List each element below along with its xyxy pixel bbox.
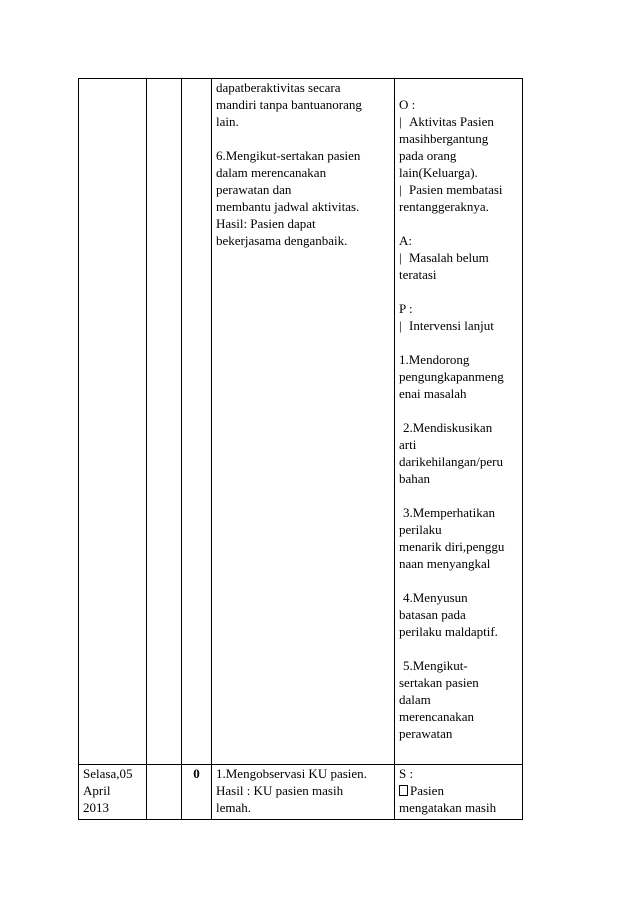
assessment-label: A:	[399, 233, 412, 248]
number-cell: 0	[182, 765, 212, 820]
text-line: perawatan	[399, 726, 453, 741]
bullet-icon: |	[399, 182, 402, 197]
bullet-line: | Pasien membatasi	[399, 182, 503, 197]
text-line: 2.Mendiskusikan	[403, 420, 493, 435]
text-line: 5.Mengikut-	[403, 658, 468, 673]
text-line: bekerjasama denganbaik.	[216, 233, 348, 248]
text-line: membantu jadwal aktivitas.	[216, 199, 360, 214]
bullet-line: | Masalah belum	[399, 250, 489, 265]
evaluation-cell	[395, 79, 523, 765]
text-line: mandiri tanpa bantuanorang	[216, 97, 362, 112]
implementation-cell	[212, 79, 395, 765]
implementation-cell	[212, 765, 395, 820]
evaluation-cell	[395, 765, 523, 820]
text-line: arti	[399, 437, 417, 452]
text-line: darikehilangan/peru	[399, 454, 503, 469]
table-row	[79, 79, 523, 765]
table-row	[79, 765, 523, 820]
bullet-line: | Aktivitas Pasien	[399, 114, 494, 129]
nursing-record-table	[78, 78, 523, 820]
text-line: bahan	[399, 471, 431, 486]
bullet-line: | Intervensi lanjut	[399, 318, 494, 333]
bullet-icon: |	[399, 318, 402, 333]
text-line: menarik diri,penggu	[399, 539, 505, 554]
objective-label: O :	[399, 97, 416, 112]
plan-label: P :	[399, 301, 413, 316]
text-line: naan menyangkal	[399, 556, 491, 571]
subjective-label: S :	[399, 766, 414, 781]
text-line: dalam merencanakan	[216, 165, 327, 180]
text-line: enai masalah	[399, 386, 467, 401]
date-cell	[79, 79, 147, 765]
text-line: teratasi	[399, 267, 437, 282]
text-line: 3.Memperhatikan	[403, 505, 496, 520]
text-line: perilaku	[399, 522, 442, 537]
text-line: lain(Keluarga).	[399, 165, 478, 180]
text-line: lain.	[216, 114, 239, 129]
text-line: dalam	[399, 692, 431, 707]
text-line: masihbergantung	[399, 131, 489, 146]
text-line: pengungkapanmeng	[399, 369, 504, 384]
bullet-icon: |	[399, 114, 402, 129]
text-line: 6.Mengikut-sertakan pasien	[216, 148, 361, 163]
text-line: Hasil : KU pasien masih	[216, 783, 344, 798]
text-line: batasan pada	[399, 607, 466, 622]
text-line: April	[83, 783, 111, 798]
text-line: pada orang	[399, 148, 457, 163]
text-line: sertakan pasien	[399, 675, 479, 690]
date-cell	[79, 765, 147, 820]
bullet-icon: |	[399, 250, 402, 265]
text-line: 1.Mendorong	[399, 352, 470, 367]
text-line: dapatberaktivitas secara	[216, 80, 341, 95]
text-line: Selasa,05	[83, 766, 133, 781]
nursing-record-table-wrapper	[78, 78, 523, 820]
text-line: Hasil: Pasien dapat	[216, 216, 316, 231]
text-line: mengatakan masih	[399, 800, 497, 815]
text-line: 1.Mengobservasi KU pasien.	[216, 766, 367, 781]
text-line: rentanggeraknya.	[399, 199, 489, 214]
bullet-line: Pasien	[399, 782, 518, 799]
time-cell	[147, 79, 182, 765]
text-line: lemah.	[216, 800, 252, 815]
square-bullet-icon	[399, 785, 408, 796]
text-line: perilaku maldaptif.	[399, 624, 498, 639]
text-line: perawatan dan	[216, 182, 292, 197]
number-cell	[182, 79, 212, 765]
text-line: 2013	[83, 800, 109, 815]
time-cell	[147, 765, 182, 820]
text-line: 4.Menyusun	[403, 590, 468, 605]
text-line: merencanakan	[399, 709, 475, 724]
